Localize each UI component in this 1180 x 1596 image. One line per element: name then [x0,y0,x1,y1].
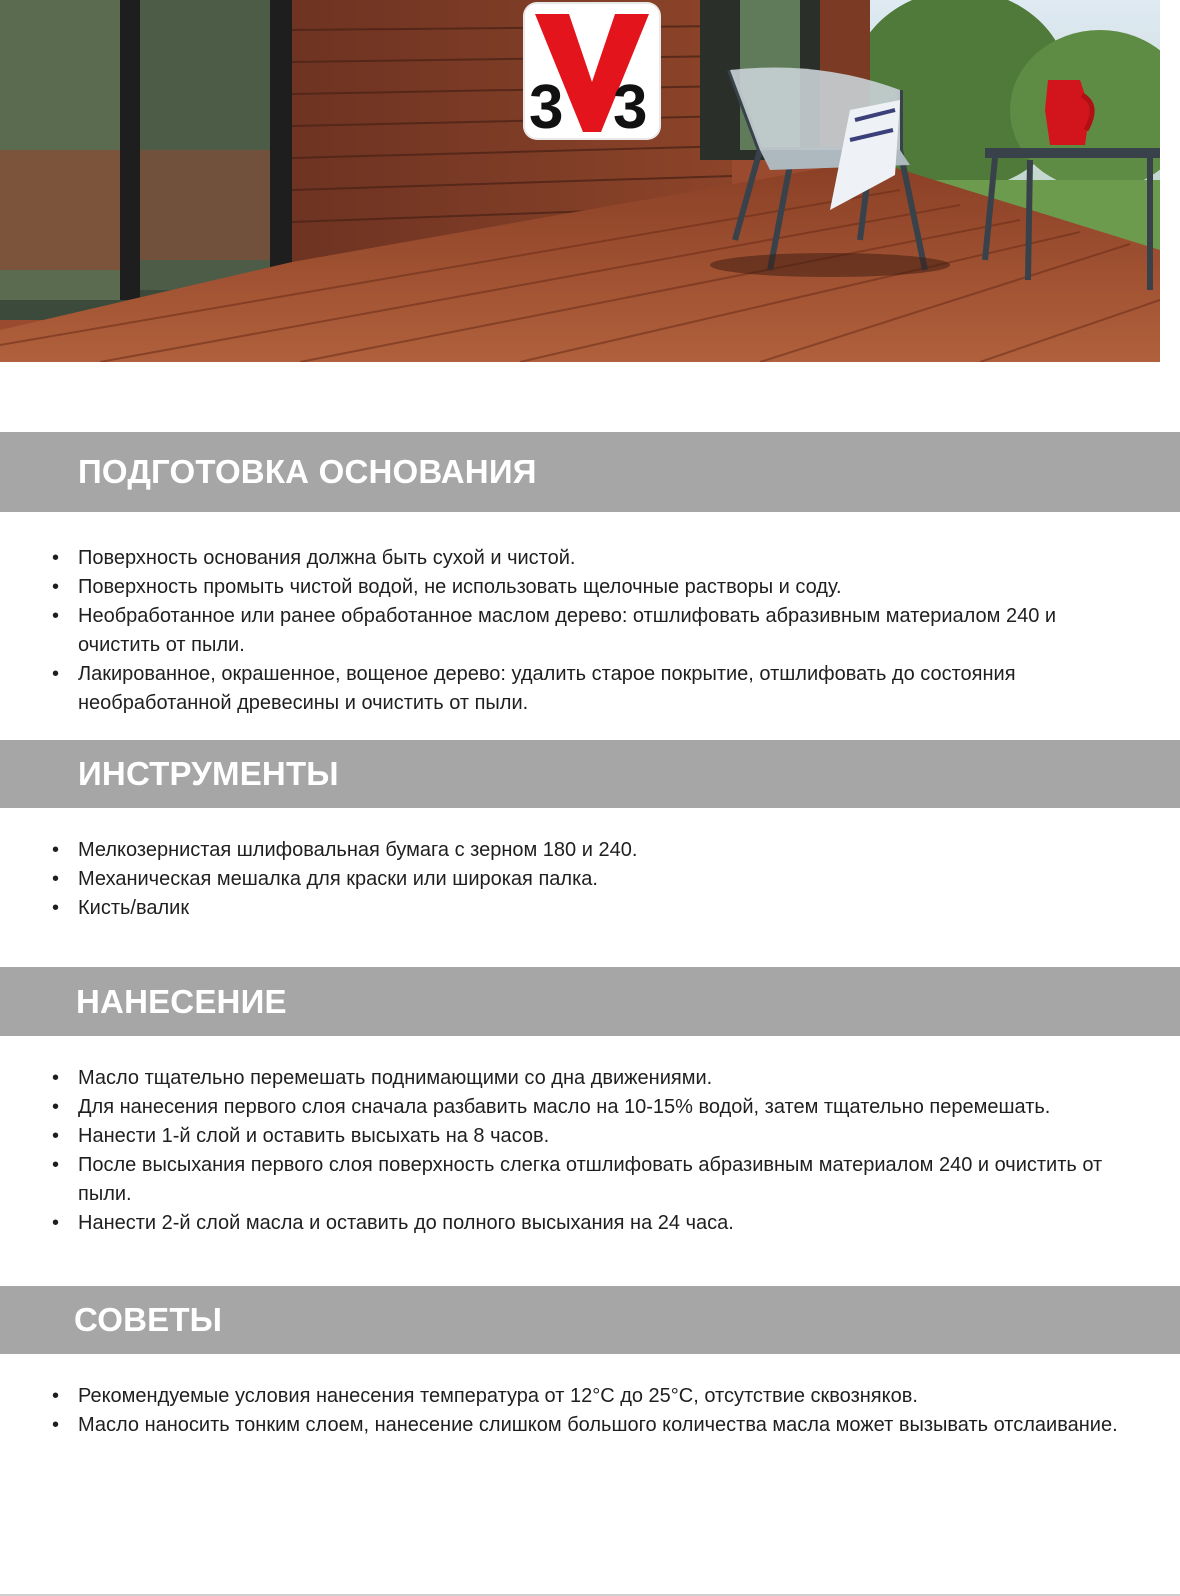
list-item: • Кисть/валик [48,894,1128,923]
section-header-tools [0,740,1180,808]
list-item: • Поверхность промыть чистой водой, не использовать щелочные растворы и соду. [48,573,1128,602]
list-item: • Для нанесения первого слоя сначала разбавить масло на 10-15% водой, затем тщательно перемешать. [48,1093,1128,1122]
svg-text:3: 3 [613,73,648,138]
v33-logo-icon [525,4,659,138]
application-list [48,1064,1128,1238]
section-title: ИНСТРУМЕНТЫ [78,755,339,792]
list-item: • Лакированное, окрашенное, вощеное дерево: удалить старое покрытие, отшлифовать до состояния необработанной древесины и очистить от пыли. [48,660,1128,718]
tools-list [48,836,1128,923]
list-item: • Мелкозернистая шлифовальная бумага с зерном 180 и 240. [48,836,1128,865]
list-item: • Нанести 2-й слой масла и оставить до полного высыхания на 24 часа. [48,1209,1128,1238]
preparation-list [48,544,1128,718]
svg-text:3: 3 [529,73,564,138]
list-item: • Масло тщательно перемешать поднимающими со дна движениями. [48,1064,1128,1093]
section-header-application [0,967,1180,1036]
tips-list [48,1382,1128,1440]
v33-logo [525,4,659,138]
section-title: НАНЕСЕНИЕ [76,982,287,1020]
list-item: • Поверхность основания должна быть сухой и чистой. [48,544,1128,573]
list-item: • Масло наносить тонким слоем, нанесение слишком большого количества масла может вызывать отслаивание. [48,1411,1128,1440]
list-item: • Нанести 1-й слой и оставить высыхать на 8 часов. [48,1122,1128,1151]
list-item: • После высыхания первого слоя поверхность слегка отшлифовать абразивным материалом 240 и очистить от пыли. [48,1151,1128,1209]
section-title: ПОДГОТОВКА ОСНОВАНИЯ [78,453,537,490]
section-title: СОВЕТЫ [74,1301,223,1338]
list-item: • Рекомендуемые условия нанесения температура от 12°C до 25°C, отсутствие сквозняков. [48,1382,1128,1411]
section-header-preparation [0,432,1180,512]
list-item: • Механическая мешалка для краски или широкая палка. [48,865,1128,894]
list-item: • Необработанное или ранее обработанное маслом дерево: отшлифовать абразивным материалом 240 и очистить от пыли. [48,602,1128,660]
section-header-tips [0,1286,1180,1354]
